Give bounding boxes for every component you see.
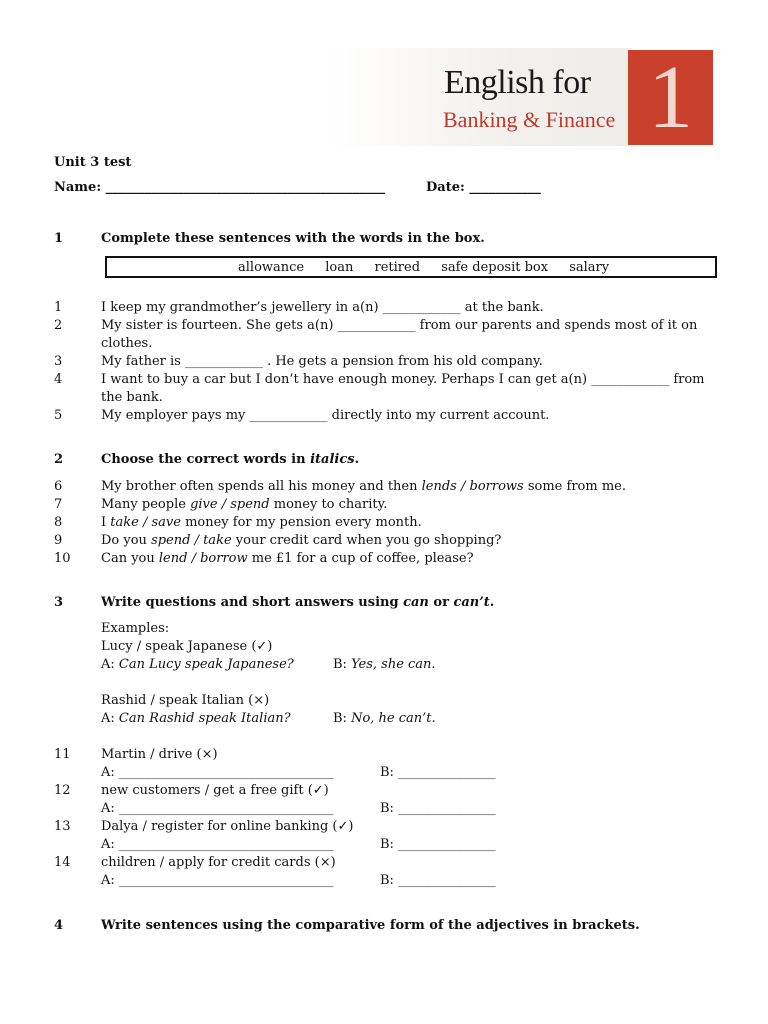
- item-pre: Many people: [101, 497, 191, 512]
- word-list: [238, 259, 626, 277]
- instruction-end: .: [354, 452, 360, 467]
- a-label: A:: [101, 657, 119, 672]
- answer-b-line: B: _______________: [380, 765, 496, 780]
- item-number: 8: [54, 515, 63, 530]
- item-number: 7: [54, 497, 63, 512]
- section-instruction: Complete these sentences with the words in the box.: [101, 231, 485, 246]
- answer-b-line: B: _______________: [380, 801, 496, 816]
- a-label: A:: [101, 711, 119, 726]
- item-number: 13: [54, 819, 71, 834]
- item-number: 12: [54, 783, 71, 798]
- logo-title: English for: [444, 64, 591, 101]
- item-text: [101, 532, 501, 550]
- example-answer-b: [333, 710, 436, 728]
- example-answer-a: [101, 710, 291, 728]
- item-number: 4: [54, 372, 63, 387]
- logo-subtitle: Banking & Finance: [443, 107, 616, 132]
- item-options: lends / borrows: [421, 479, 524, 494]
- example-answer-b: [333, 656, 436, 674]
- item-prompt: new customers / get a free gift (✓): [101, 783, 329, 798]
- item-number: 11: [54, 747, 71, 762]
- logo-number-box: 1: [628, 50, 713, 145]
- item-pre: I: [101, 515, 111, 530]
- b-label: B:: [333, 711, 352, 726]
- instruction-italic: italics: [310, 452, 355, 467]
- item-pre: My brother often spends all his money and then: [101, 479, 422, 494]
- word-item: allowance: [238, 260, 305, 275]
- item-options: take / save: [110, 515, 181, 530]
- word-item: loan: [325, 260, 354, 275]
- instruction-italic: can’t: [453, 595, 490, 610]
- section-number: 4: [54, 918, 64, 933]
- section-number: 1: [54, 231, 64, 246]
- date-blank: ___________: [469, 180, 541, 195]
- section-number: 2: [54, 452, 64, 467]
- examples-label: Examples:: [101, 621, 170, 636]
- answer-b-line: B: _______________: [380, 837, 496, 852]
- example-prompt: Lucy / speak Japanese (✓): [101, 639, 273, 654]
- example-answer-a: [101, 656, 294, 674]
- unit-title: Unit 3 test: [54, 155, 132, 170]
- item-number: 10: [54, 551, 71, 566]
- answer-a-line: A: _________________________________: [101, 837, 334, 852]
- item-number: 1: [54, 300, 63, 315]
- item-text: I keep my grandmother’s jewellery in a(n) ____________ at the bank.: [101, 300, 544, 315]
- item-text: [101, 514, 422, 532]
- instruction-end: .: [489, 595, 495, 610]
- word-item: retired: [374, 260, 421, 275]
- item-options: give / spend: [190, 497, 270, 512]
- instruction-italic: can: [403, 595, 429, 610]
- item-text-continued: the bank.: [101, 390, 163, 405]
- item-number: 5: [54, 408, 63, 423]
- instruction-text: Write questions and short answers using: [101, 595, 404, 610]
- item-post: some from me.: [523, 479, 626, 494]
- item-pre: Do you: [101, 533, 152, 548]
- section-number: 3: [54, 595, 64, 610]
- a-text: Can Lucy speak Japanese?: [118, 657, 294, 672]
- name-blank: ___________________________________________: [105, 180, 386, 195]
- a-text: Can Rashid speak Italian?: [118, 711, 291, 726]
- example-prompt: Rashid / speak Italian (×): [101, 693, 270, 708]
- item-text: I want to buy a car but I don’t have enough money. Perhaps I can get a(n) ____________ from: [101, 372, 705, 387]
- section-instruction: [101, 451, 359, 469]
- item-post: money for my pension every month.: [180, 515, 422, 530]
- item-number: 9: [54, 533, 63, 548]
- section-instruction: Write sentences using the comparative form of the adjectives in brackets.: [101, 918, 640, 933]
- item-number: 6: [54, 479, 63, 494]
- answer-b-line: B: _______________: [380, 873, 496, 888]
- item-post: me £1 for a cup of coffee, please?: [247, 551, 474, 566]
- item-options: spend / take: [151, 533, 232, 548]
- item-text: My father is ____________ . He gets a pension from his old company.: [101, 354, 543, 369]
- instruction-text: Choose the correct words in: [101, 452, 311, 467]
- item-text: [101, 478, 626, 496]
- item-number: 3: [54, 354, 63, 369]
- instruction-text: or: [428, 595, 454, 610]
- item-post: money to charity.: [269, 497, 388, 512]
- section-instruction: [101, 594, 494, 612]
- b-text: Yes, she can.: [351, 657, 436, 672]
- b-text: No, he can’t.: [351, 711, 436, 726]
- word-item: salary: [569, 260, 610, 275]
- item-text: [101, 550, 474, 568]
- answer-a-line: A: _________________________________: [101, 765, 334, 780]
- answer-a-line: A: _________________________________: [101, 801, 334, 816]
- item-pre: Can you: [101, 551, 159, 566]
- item-options: lend / borrow: [158, 551, 248, 566]
- item-text: My employer pays my ____________ directly into my current account.: [101, 408, 550, 423]
- name-label: Name:: [54, 180, 102, 195]
- item-number: 14: [54, 855, 71, 870]
- item-prompt: children / apply for credit cards (×): [101, 855, 336, 870]
- item-prompt: Dalya / register for online banking (✓): [101, 819, 354, 834]
- date-field: [426, 179, 541, 197]
- date-label: Date:: [426, 180, 465, 195]
- word-item: safe deposit box: [441, 260, 549, 275]
- item-text: My sister is fourteen. She gets a(n) ____________ from our parents and spends most of it on: [101, 318, 698, 333]
- item-prompt: Martin / drive (×): [101, 747, 218, 762]
- name-field: [54, 179, 385, 197]
- answer-a-line: A: _________________________________: [101, 873, 334, 888]
- item-number: 2: [54, 318, 63, 333]
- b-label: B:: [333, 657, 352, 672]
- item-text-continued: clothes.: [101, 336, 153, 351]
- item-post: your credit card when you go shopping?: [231, 533, 502, 548]
- item-text: [101, 496, 387, 514]
